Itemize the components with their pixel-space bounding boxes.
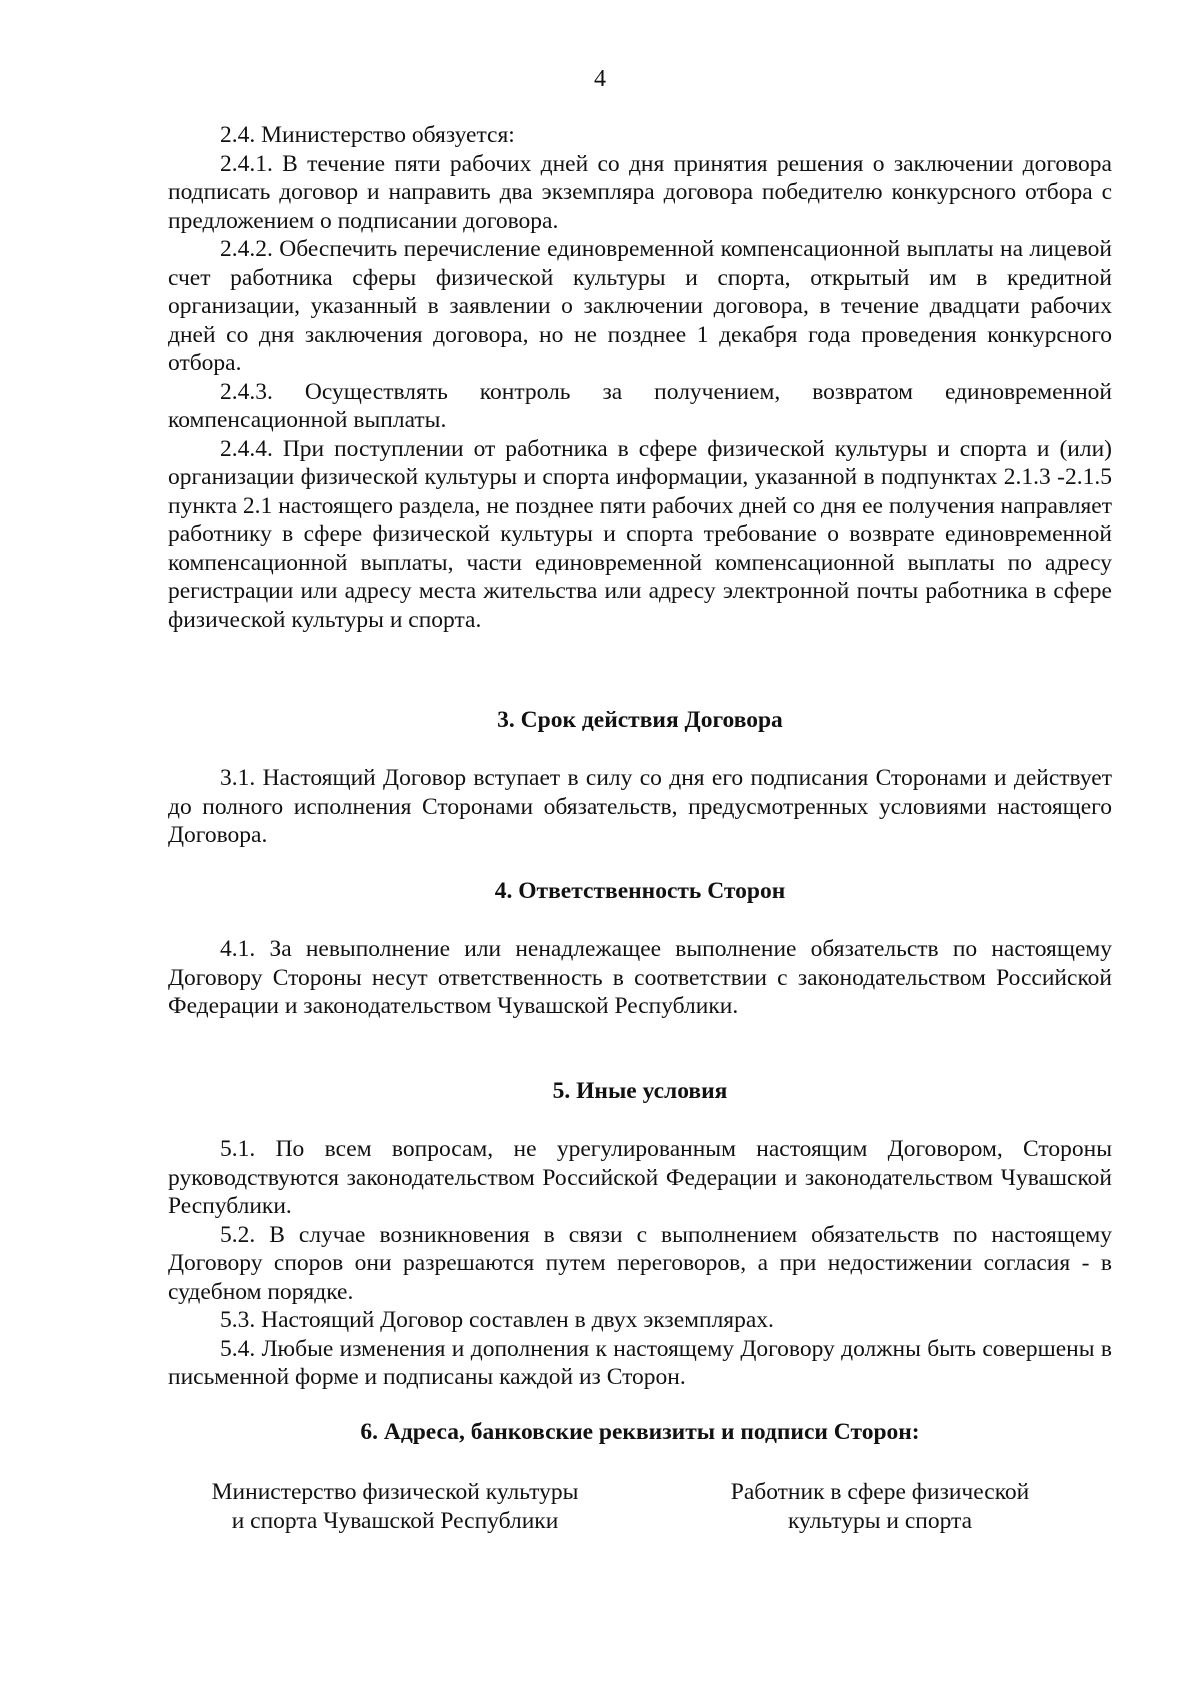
paragraph-3-1: 3.1. Настоящий Договор вступает в силу со дня его подписания Сторонами и действует до полного исполнения Сторонами обязательств, предусмотренных условиями настоящего Договора.	[168, 765, 1112, 848]
paragraph-2-4-2: 2.4.2. Обеспечить перечисление единовременной компенсационной выплаты на лицевой счет работника сферы физической культуры и спорта, открытый им в кредитной организации, указанный в заявлении о заключении договора, в течение двадцати рабочих дней со дня заключения договора, но не позднее 1 декабря года проведения конкурсного отбора.	[168, 236, 1112, 376]
paragraph-4-1: 4.1. За невыполнение или ненадлежащее выполнение обязательств по настоящему Договору Стороны несут ответственность в соответствии с законодательством Российской Федерации и законодательством Чувашской Республики.	[168, 936, 1112, 1019]
section-4-title: 4. Ответственность Сторон	[494, 878, 786, 904]
signatory-worker	[680, 1478, 1080, 1535]
signatory-worker-line-2: культуры и спорта	[787, 1507, 973, 1534]
paragraph-5-1: 5.1. По всем вопросам, не урегулированным настоящим Договором, Стороны руководствуются законодательством Российской Федерации и законодательством Чувашской Республики.	[168, 1136, 1112, 1219]
section-5-title: 5. Иные условия	[552, 1078, 728, 1104]
section-3-title: 3. Срок действия Договора	[497, 707, 783, 733]
paragraph-5-4: 5.4. Любые изменения и дополнения к настоящему Договору должны быть совершены в письменной форме и подписаны каждой из Сторон.	[168, 1335, 1112, 1390]
page-number: 4	[594, 66, 606, 92]
signatory-worker-line-1: Работник в сфере физической	[730, 1479, 1030, 1505]
section-4	[168, 877, 1112, 906]
paragraph-2-4-3: 2.4.3. Осуществлять контроль за получением, возвратом единовременной компенсационной выплаты.	[168, 378, 1112, 433]
paragraph-5-3: 5.3. Настоящий Договор составлен в двух экземплярах.	[220, 1307, 774, 1333]
signatory-ministry-line-1: Министерство физической культуры	[211, 1479, 579, 1505]
paragraph-2-4-4: 2.4.4. При поступлении от работника в сфере физической культуры и спорта и (или) организации физической культуры и спорта информации, указанной в подпунктах 2.1.3 -2.1.5 пункта 2.1 настоящего раздела, не позднее пяти рабочих дней со дня ее получения направляет работнику в сфере физической культуры и спорта требование о возврате единовременной компенсационной выплаты, части единовременной компенсационной выплаты по адресу регистрации или адресу места жительства или адресу электронной почты работника в сфере физической культуры и спорта.	[168, 435, 1112, 633]
signatory-ministry-line-2: и спорта Чувашской Республики	[231, 1507, 559, 1534]
section-6-title: 6. Адреса, банковские реквизиты и подписи Сторон:	[360, 1419, 920, 1445]
section-5	[168, 1077, 1112, 1106]
section-3	[168, 706, 1112, 735]
section-6	[168, 1418, 1112, 1447]
paragraph-5-2: 5.2. В случае возникновения в связи с выполнением обязательств по настоящему Договору споров они разрешаются путем переговоров, а при недостижении согласия - в судебном порядке.	[168, 1221, 1112, 1305]
section-4-body	[168, 935, 1112, 1021]
section-3-body	[168, 764, 1112, 850]
paragraph-2-4-1: 2.4.1. В течение пяти рабочих дней со дня принятия решения о заключении договора подписать договор и направить два экземпляра договора победителю конкурсного отбора с предложением о подписании договора.	[168, 150, 1112, 234]
signatory-ministry	[180, 1478, 610, 1535]
section-2-4	[168, 121, 1112, 634]
section-5-body	[168, 1135, 1112, 1392]
paragraph-2-4: 2.4. Министерство обязуется:	[220, 122, 515, 148]
